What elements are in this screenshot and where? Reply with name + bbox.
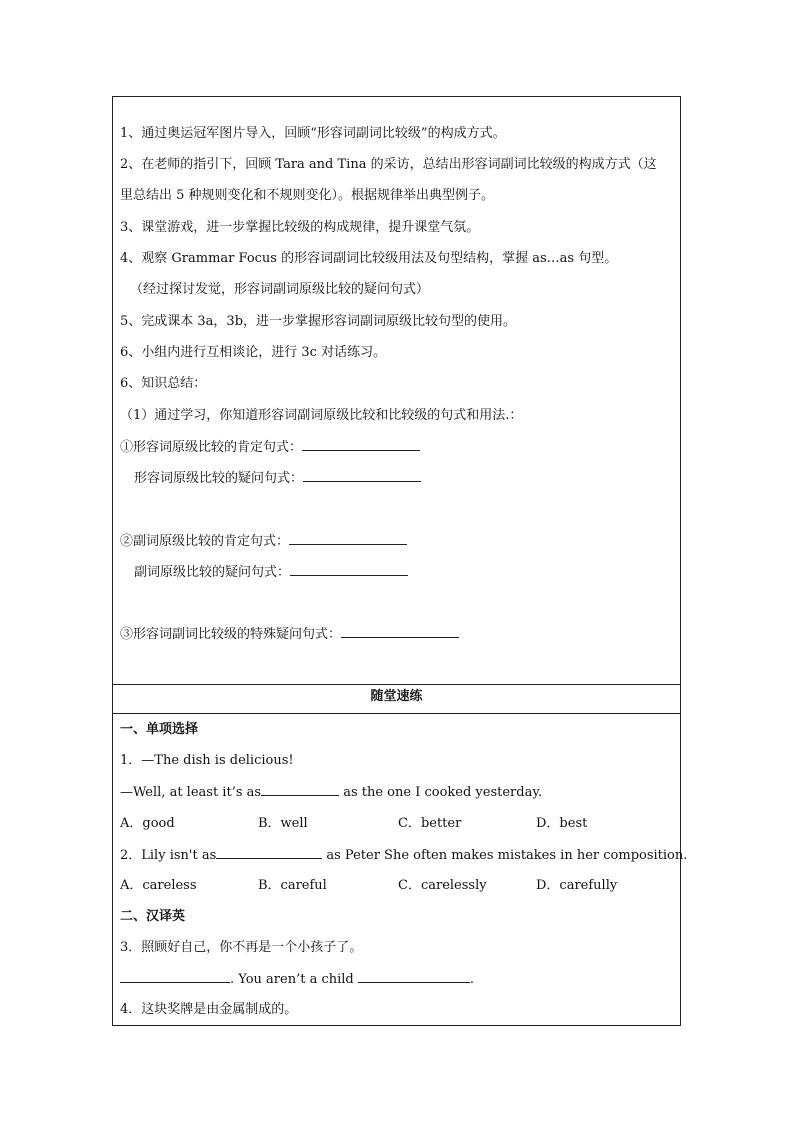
section-translation: 二、汉译英	[120, 909, 186, 924]
adj-question-row	[134, 469, 421, 488]
q2-suffix: as Peter She often makes mistakes in her composition.	[322, 848, 688, 863]
q2-option-a[interactable]: A．careless	[120, 878, 197, 893]
q1-option-b[interactable]: B．well	[258, 816, 308, 831]
step-2-line-2: 里总结出 5 种规则变化和不规则变化）。根据规律举出典型例子。	[120, 188, 495, 203]
q3-blank-2[interactable]	[358, 970, 470, 983]
step-4-line-1: 4、观察 Grammar Focus 的形容词副词比较级用法及句型结构，掌握 as…as 句型。	[120, 251, 618, 266]
q4-chinese: 4．这块奖牌是由金属制成的。	[120, 1002, 298, 1017]
lesson-table	[112, 96, 688, 1026]
adj-positive-label: ①形容词原级比较的肯定句式：	[120, 440, 303, 455]
q1-blank[interactable]	[261, 783, 339, 796]
summary-question: （1）通过学习，你知道形容词副词原级比较和比较级的句式和用法.：	[120, 408, 523, 423]
q3-chinese: 3．照顾好自己，你不再是一个小孩子了。	[120, 940, 363, 955]
q2-blank[interactable]	[216, 846, 322, 859]
adj-question-blank[interactable]	[303, 469, 421, 482]
q2-option-d[interactable]: D．carefully	[536, 878, 618, 893]
q3-middle: . You aren’t a child	[230, 972, 358, 987]
comparative-special-blank[interactable]	[341, 625, 459, 638]
step-4-line-2: （经过探讨发觉，形容词副词原级比较的疑问句式）	[130, 282, 430, 297]
adv-question-label: 副词原级比较的疑问句式：	[134, 565, 291, 580]
section-single-choice: 一、单项选择	[120, 722, 199, 737]
q2-line	[120, 846, 687, 865]
q3-english	[120, 970, 474, 989]
adv-question-blank[interactable]	[290, 563, 408, 576]
adv-positive-blank[interactable]	[289, 532, 407, 545]
q2-prefix: 2．Lily isn't as	[120, 848, 217, 863]
step-summary-title: 6、知识总结：	[120, 376, 207, 391]
q1-option-c[interactable]: C．better	[398, 816, 462, 831]
adv-positive-row	[120, 532, 407, 551]
comparative-special-label: ③形容词副词比较级的特殊疑问句式：	[120, 627, 342, 642]
adj-positive-blank[interactable]	[302, 438, 420, 451]
step-5: 5、完成课本 3a，3b，进一步掌握形容词副词原级比较句型的使用。	[120, 314, 517, 329]
practice-header: 随堂速练	[370, 689, 423, 704]
step-1: 1、通过奥运冠军图片导入，回顾“形容词副词比较级”的构成方式。	[120, 126, 506, 141]
adj-positive-row	[120, 438, 420, 457]
adj-question-label: 形容词原级比较的疑问句式：	[134, 471, 304, 486]
q1-option-d[interactable]: D．best	[536, 816, 588, 831]
q1-line-2	[120, 783, 542, 802]
q3-blank-1[interactable]	[120, 970, 230, 983]
step-2-line-1: 2、在老师的指引下，回顾 Tara and Tina 的采访，总结出形容词副词比较级的构成方式（这	[120, 157, 657, 172]
adv-question-row	[134, 563, 408, 582]
q1-suffix: as the one I cooked yesterday.	[339, 785, 543, 800]
q1-option-a[interactable]: A．good	[120, 816, 175, 831]
q1-prefix: —Well, at least it’s as	[120, 785, 262, 800]
step-6: 6、小组内进行互相谈论，进行 3c 对话练习。	[120, 345, 387, 360]
cell-divider	[113, 684, 680, 685]
step-3: 3、课堂游戏，进一步掌握比较级的构成规律，提升课堂气氛。	[120, 220, 480, 235]
q3-end: .	[469, 972, 475, 987]
q2-option-b[interactable]: B．careful	[258, 878, 327, 893]
q2-option-c[interactable]: C．carelessly	[398, 878, 487, 893]
header-divider	[113, 713, 680, 714]
adv-positive-label: ②副词原级比较的肯定句式：	[120, 534, 290, 549]
comparative-special-row	[120, 625, 459, 644]
q1-line-1: 1．—The dish is delicious!	[120, 753, 294, 768]
